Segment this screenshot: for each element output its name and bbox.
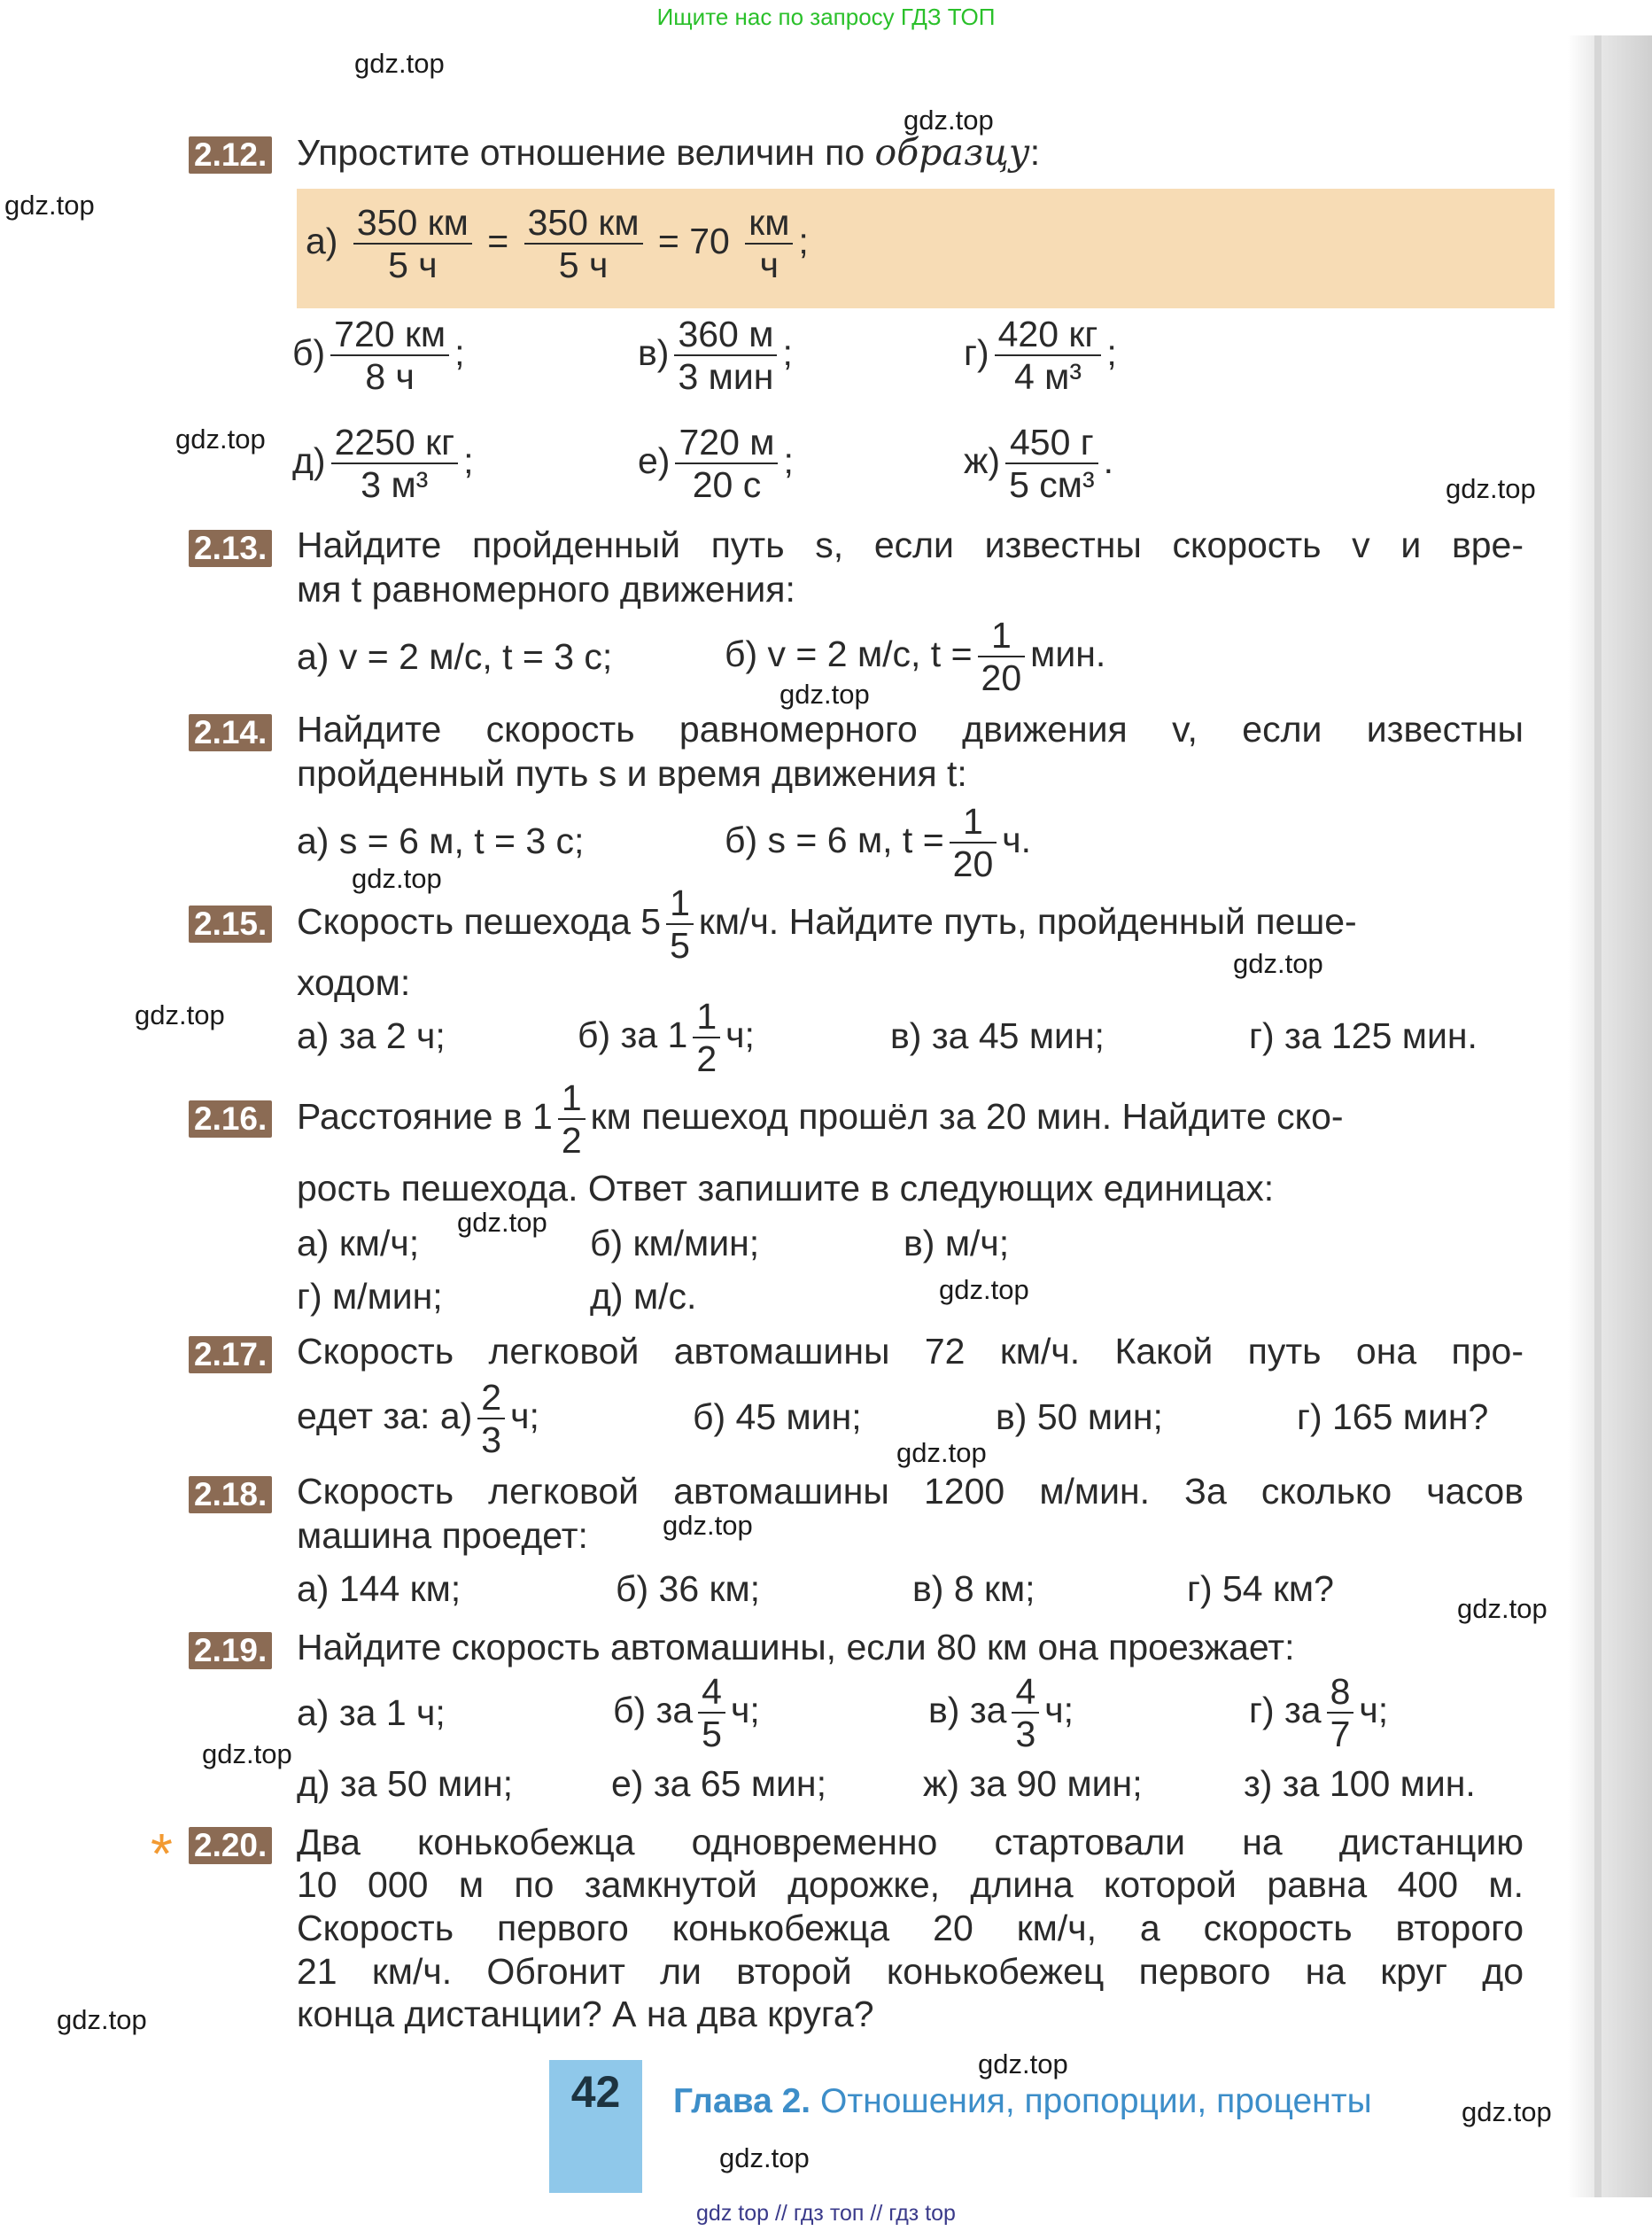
task-2-16-line1: Расстояние в 1 $\frac{1}{2}$ км пешеход прошёл за 20 мин. Найдите ско- (297, 1077, 1344, 1161)
task-2-15-d: г) за 125 мин. (1249, 1015, 1477, 1056)
task-2-17-c: в) 50 мин; (996, 1396, 1163, 1437)
task-number-2-17: 2.17. (189, 1336, 272, 1373)
task-2-14-b: б) s = 6 м, t = $\frac{1}{20}$ ч. (725, 801, 1032, 884)
task-2-20-line: 10 000 м по замкнутой дорожке, длина которой равна 400 м. (297, 1864, 1524, 1905)
task-2-19-g: ж) за 90 мин; (923, 1763, 1143, 1804)
task-number-2-12: 2.12. (189, 136, 272, 174)
task-2-19-e: д) за 50 мин; (297, 1763, 514, 1804)
task-2-15-line2: ходом: (297, 962, 411, 1003)
task-2-18-a: а) 144 км; (297, 1568, 461, 1609)
task-2-17-d: г) 165 мин? (1297, 1396, 1489, 1437)
task-2-16-a: а) км/ч; (297, 1223, 420, 1263)
star-icon: * (151, 1822, 173, 1885)
chapter-title: Глава 2. Отношения, пропорции, проценты (673, 2082, 1372, 2120)
task-2-12-item-b: б) $\frac{720 км}{8 ч}$ ; (292, 314, 465, 397)
task-2-16-d: г) м/мин; (297, 1276, 443, 1317)
task-2-18-d: г) 54 км? (1187, 1568, 1334, 1609)
watermark: gdz.top (4, 190, 95, 221)
task-2-15-c: в) за 45 мин; (890, 1015, 1105, 1056)
task-2-15-b: б) за 1 $\frac{1}{2}$ ч; (578, 996, 755, 1079)
task-2-16-b: б) км/мин; (590, 1223, 760, 1263)
watermark: gdz.top (904, 105, 994, 136)
task-2-13-line2: мя t равномерного движения: (297, 569, 795, 610)
task-number-2-15: 2.15. (189, 906, 272, 943)
task-number-2-20: 2.20. (189, 1827, 272, 1864)
task-2-12-title: Упростите отношение величин по образцу: (297, 131, 1041, 174)
task-2-19-d: г) за $\frac{8}{7}$ ч; (1249, 1671, 1389, 1754)
top-search-hint[interactable]: Ищите нас по запросу ГДЗ ТОП (656, 4, 996, 30)
task-2-12-item-g: г) $\frac{420 кг}{\text{4 м³}}$ ; (964, 314, 1117, 397)
task-2-15-a: а) за 2 ч; (297, 1015, 446, 1056)
task-2-12-item-e: е) $\frac{720 м}{20 с}$ ; (638, 422, 794, 505)
watermark: gdz.top (1233, 948, 1323, 979)
task-2-20-line: 21 км/ч. Обгонит ли второй конькобежец первого на круг до (297, 1951, 1524, 1992)
task-2-14-line2: пройденный путь s и время движения t: (297, 753, 967, 794)
task-2-18-b: б) 36 км; (616, 1568, 761, 1609)
task-2-16-line2: рость пешехода. Ответ запишите в следующих единицах: (297, 1168, 1275, 1209)
task-2-19-b: б) за $\frac{4}{5}$ ч; (613, 1671, 760, 1754)
watermark: gdz.top (719, 2142, 810, 2173)
page-edge-shadow (1568, 35, 1652, 2197)
task-2-13-a: а) v = 2 м/с, t = 3 с; (297, 636, 613, 677)
page-number: 42 (570, 2067, 621, 2117)
task-2-12-item-v: в) $\frac{360 м}{\text{3 мин}}$ ; (638, 314, 793, 397)
page-edge (1594, 35, 1602, 2197)
task-2-19-a: а) за 1 ч; (297, 1692, 446, 1733)
watermark: gdz.top (57, 2004, 147, 2035)
watermark: gdz.top (1446, 473, 1536, 504)
watermark: gdz.top (939, 1274, 1029, 1305)
task-2-12-item-zh: ж) $\frac{450 г}{\text{5 см³}}$ . (964, 422, 1114, 505)
task-2-14-line1: Найдите скорость равномерного движения v, если известны (297, 709, 1524, 750)
task-2-13-b: б) v = 2 м/с, t = $\frac{1}{20}$ мин. (725, 615, 1106, 698)
task-2-17-line1: Скорость легковой автомашины 72 км/ч. Какой путь она про- (297, 1331, 1524, 1372)
task-2-12-item-d: д) $\frac{2250 кг}{\text{3 м³}}$ ; (292, 422, 474, 505)
watermark: gdz.top (779, 679, 870, 710)
watermark: gdz.top (896, 1437, 987, 1468)
task-2-20-line: Два конькобежца одновременно стартовали на дистанцию (297, 1822, 1524, 1862)
watermark: gdz.top (457, 1207, 547, 1238)
task-2-18-line1: Скорость легковой автомашины 1200 м/мин. За сколько часов (297, 1471, 1524, 1512)
task-2-19-line1: Найдите скорость автомашины, если 80 км она проезжает: (297, 1627, 1295, 1667)
task-2-12-example: а) $\frac{350 км}{5 ч}$ = $\frac{350 км}{5 ч}$ = 70 $\frac{км}{ч}$ ; (306, 202, 809, 285)
task-2-17-b: б) 45 мин; (693, 1396, 862, 1437)
task-2-14-a: а) s = 6 м, t = 3 с; (297, 820, 585, 861)
watermark: gdz.top (352, 863, 442, 894)
watermark: gdz.top (1457, 1593, 1547, 1624)
task-2-17-line2: едет за: а) $\frac{2}{3}$ ч; (297, 1377, 539, 1460)
watermark: gdz.top (1462, 2096, 1552, 2127)
task-2-16-e: д) м/с. (590, 1276, 697, 1317)
task-number-2-16: 2.16. (189, 1100, 272, 1138)
watermark: gdz.top (663, 1510, 753, 1541)
task-number-2-19: 2.19. (189, 1632, 272, 1669)
task-2-20-line: Скорость первого конькобежца 20 км/ч, а скорость второго (297, 1908, 1524, 1948)
task-2-19-f: е) за 65 мин; (611, 1763, 826, 1804)
watermark: gdz.top (354, 48, 445, 79)
task-2-19-h: з) за 100 мин. (1244, 1763, 1476, 1804)
task-2-15-line1: Скорость пешехода 5 $\frac{1}{5}$ км/ч. Найдите путь, пройденный пеше- (297, 882, 1357, 966)
watermark: gdz.top (202, 1738, 292, 1769)
bottom-links[interactable]: gdz top // гдз топ // гдз top (696, 2201, 956, 2226)
task-number-2-18: 2.18. (189, 1476, 272, 1513)
task-2-13-line1: Найдите пройденный путь s, если известны скорость v и вре- (297, 525, 1524, 565)
watermark: gdz.top (175, 424, 266, 455)
task-number-2-13: 2.13. (189, 530, 272, 567)
task-number-2-14: 2.14. (189, 714, 272, 751)
task-2-18-c: в) 8 км; (912, 1568, 1035, 1609)
task-2-18-line2: машина проедет: (297, 1515, 588, 1556)
task-2-19-c: в) за $\frac{4}{3}$ ч; (928, 1671, 1074, 1754)
task-2-16-c: в) м/ч; (904, 1223, 1010, 1263)
task-2-20-line: конца дистанции? А на два круга? (297, 1994, 874, 2034)
watermark: gdz.top (978, 2048, 1068, 2079)
watermark: gdz.top (135, 999, 225, 1030)
